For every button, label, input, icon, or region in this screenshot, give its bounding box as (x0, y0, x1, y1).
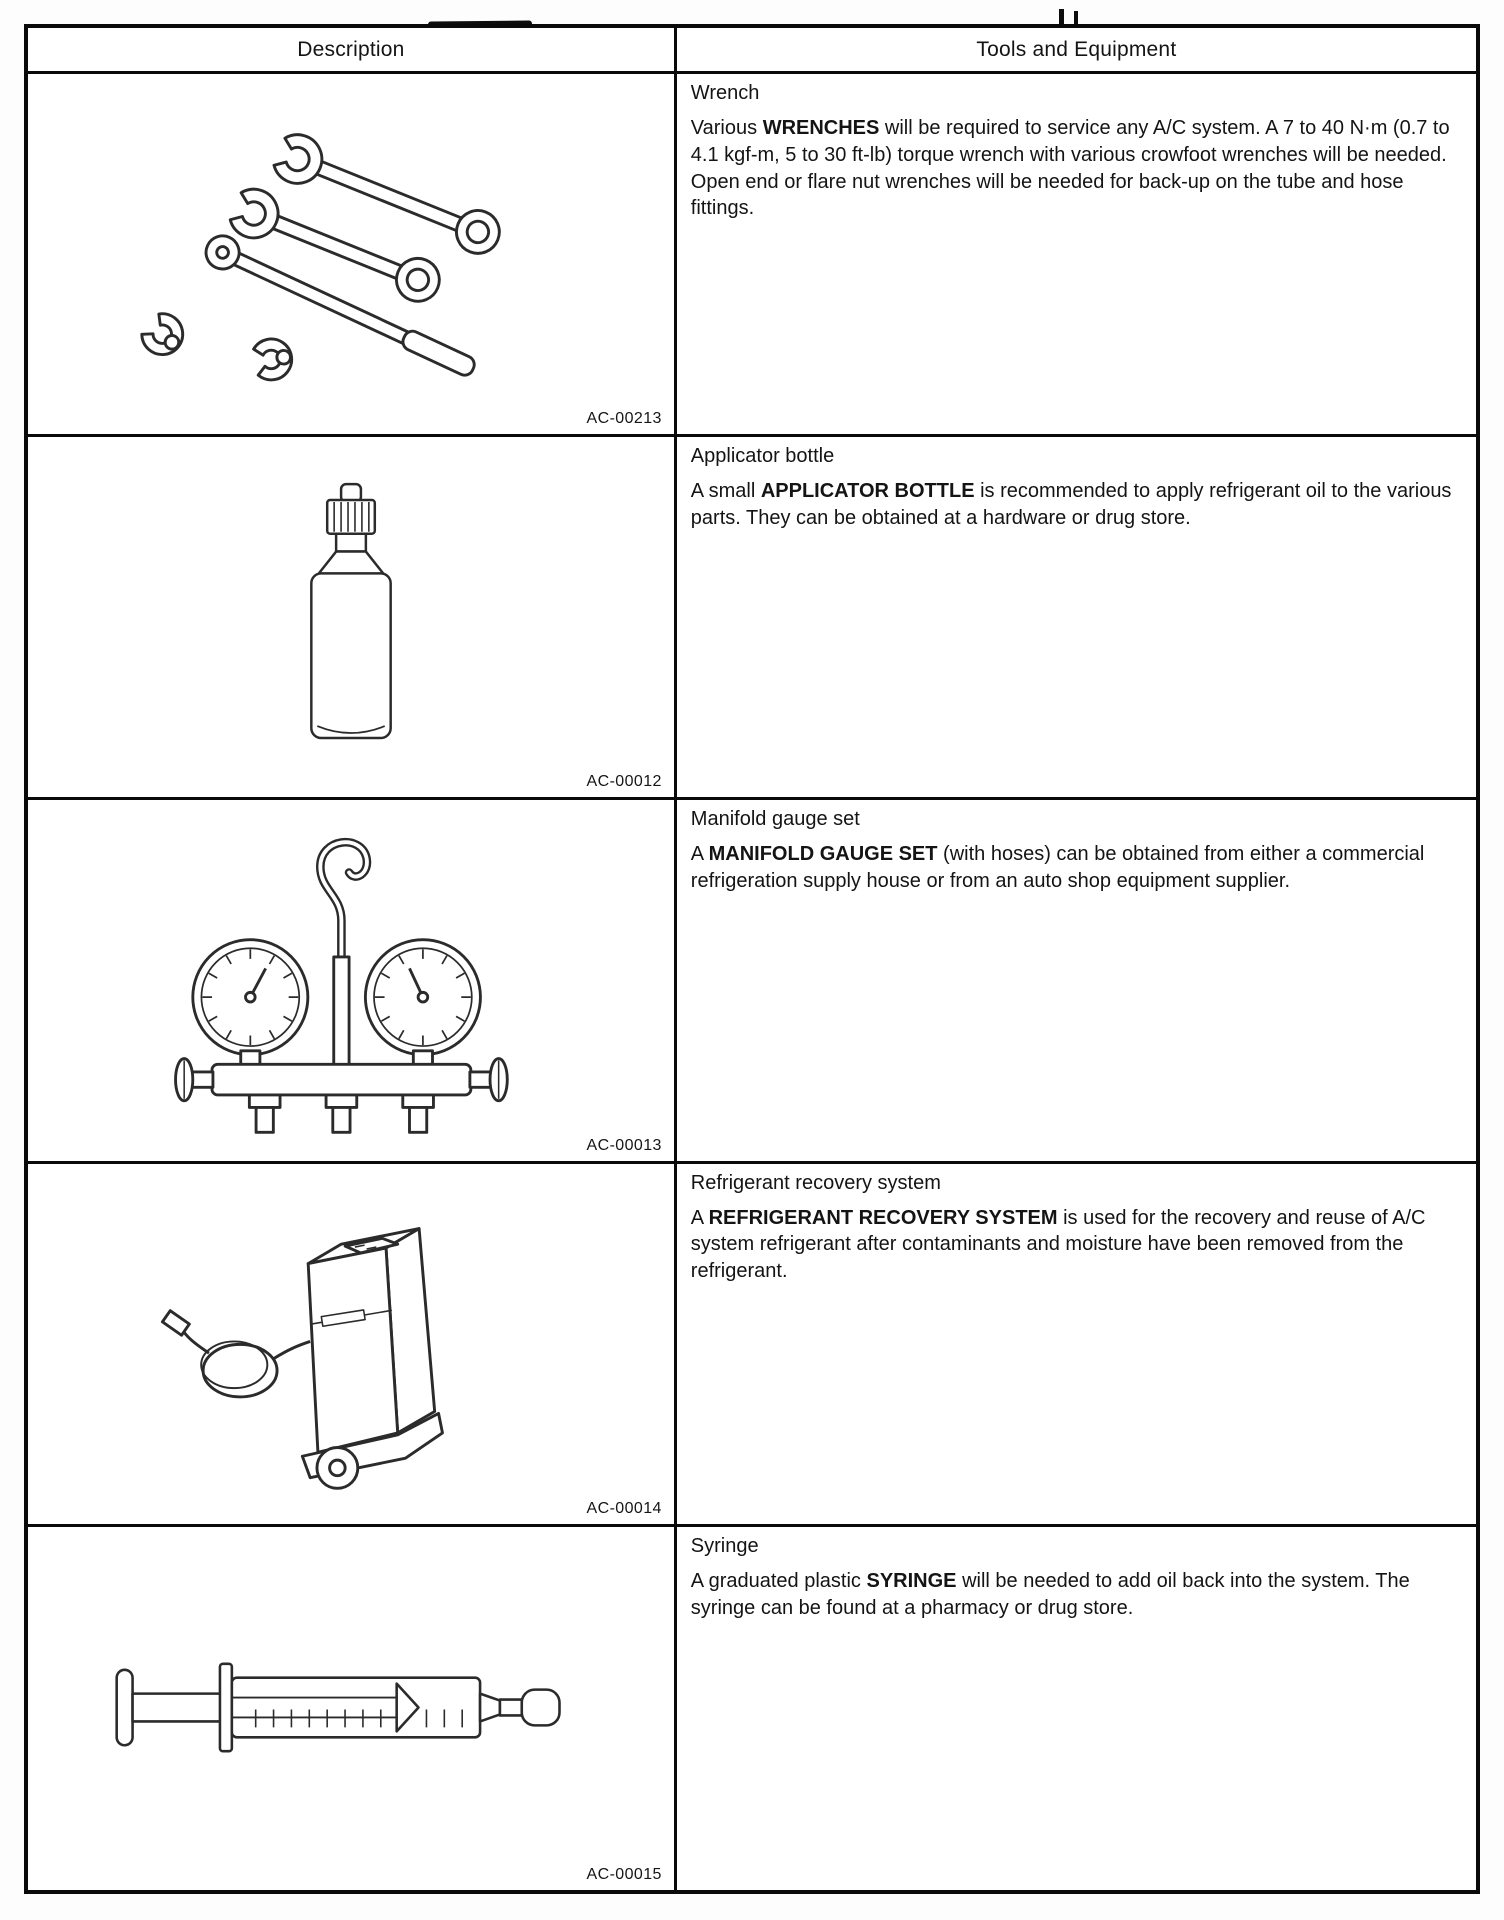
tool-cell-recovery-system (674, 1164, 1476, 1527)
tool-title: Refrigerant recovery system (690, 1171, 941, 1194)
tool-title: Applicator bottle (690, 445, 835, 468)
figure-code: AC-00014 (586, 1499, 662, 1517)
figure-cell-applicator-bottle (28, 437, 674, 800)
tool-description: A MANIFOLD GAUGE SET (with hoses) can be obtained from either a commercial refrigeration supply house or from an auto shop equipment supplier. (690, 843, 1425, 893)
figure-code: AC-00013 (586, 1136, 662, 1154)
figure-cell-wrench (28, 74, 674, 437)
tool-description: A REFRIGERANT RECOVERY SYSTEM is used for the recovery and reuse of A/C system refrigerant after contaminants and moisture have been removed from the refrigerant. (690, 1206, 1426, 1283)
tool-cell-applicator-bottle (674, 437, 1476, 800)
figure-cell-syringe (28, 1527, 674, 1890)
wrench-set-icon (91, 89, 611, 420)
tools-table (24, 24, 1480, 1894)
tool-description: Various WRENCHES will be required to service any A/C system. A 7 to 40 N·m (0.7 to 4.1 kgf-m, 5 to 30 ft-lb) torque wrench with various crowfoot wrenches will be needed. Open end or flare nut wrenches will be needed for back-up on the tube and hose fittings. (690, 117, 1450, 220)
tool-cell-wrench (674, 74, 1476, 437)
tool-title: Wrench (690, 82, 760, 104)
refrigerant-recovery-system-icon (134, 1178, 568, 1509)
tool-cell-syringe (674, 1527, 1476, 1890)
figure-cell-recovery-system (28, 1164, 674, 1527)
figure-code: AC-00213 (586, 410, 662, 428)
figure-code: AC-00015 (586, 1866, 662, 1883)
figure-code: AC-00012 (586, 773, 662, 791)
syringe-icon (73, 1614, 629, 1803)
figure-cell-manifold-gauge-set (28, 800, 674, 1163)
tool-cell-manifold-gauge-set (674, 800, 1476, 1163)
tool-description: A graduated plastic SYRINGE will be needed to add oil back into the system. The syringe can be found at a pharmacy or drug store. (690, 1569, 1410, 1619)
tool-title: Manifold gauge set (690, 808, 860, 831)
column-header-tools: Tools and Equipment (674, 28, 1476, 74)
manifold-gauge-set-icon (125, 815, 577, 1146)
tool-description: A small APPLICATOR BOTTLE is recommended to apply refrigerant oil to the various parts. They can be obtained at a hardware or drug store. (690, 480, 1452, 529)
tool-title: Syringe (690, 1534, 759, 1557)
applicator-bottle-icon (232, 468, 470, 766)
column-header-description: Description (28, 28, 674, 74)
